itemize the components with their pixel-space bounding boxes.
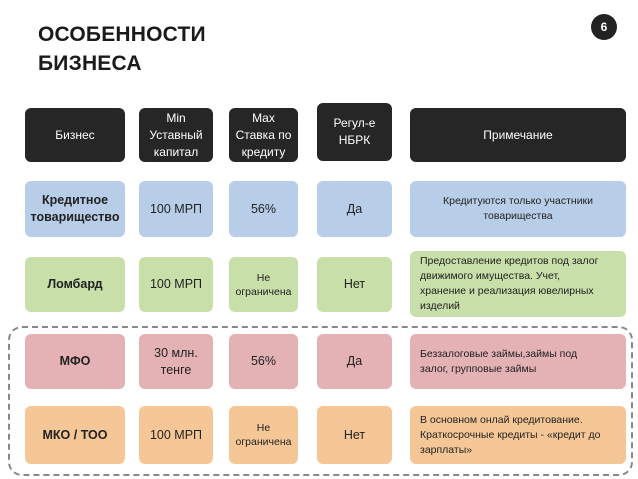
header-capital-line: Min [166,110,186,125]
row-capital [139,334,213,389]
title-line-1: ОСОБЕННОСТИ [38,23,206,46]
row-rate-line: ограничена [235,436,292,448]
row-capital [139,257,213,312]
row-capital-line: 100 МРП [149,427,203,442]
row-capital-line: 30 млн. [154,345,198,360]
row-business-line: товарищество [30,210,120,224]
row-note [410,181,626,237]
header-business [25,108,125,162]
row-regulated-value: Нет [343,277,366,291]
row-note-line: В основном онлай кредитование. [420,413,583,426]
header-rate-line: Ставка по [235,127,292,142]
row-capital [139,406,213,464]
row-business [25,181,125,237]
row-regulated [317,181,392,237]
row-business-line: Кредитное [41,193,109,207]
row-note-line: движимого имущества. Учет, [420,270,561,282]
row-note [410,406,626,464]
row-note-line: товарищества [483,210,553,222]
row-note-line: Кредитуются только участники [442,195,594,207]
row-rate-line: ограничена [235,285,292,298]
header-capital-line: Уставный [149,127,203,142]
row-note [410,334,626,389]
row-capital [139,181,213,237]
row-regulated-value: Да [346,354,363,368]
page-number-badge: 6 [591,14,617,40]
row-business-line: МФО [59,354,91,368]
header-regulation [317,103,392,161]
row-business-line: МКО / ТОО [42,427,108,442]
row-regulated [317,334,392,389]
row-capital-line: тенге [160,362,192,377]
header-note-label: Примечание [483,127,553,142]
row-rate [229,334,298,389]
row-business [25,257,125,312]
page-title [38,20,206,78]
header-capital-line: капитал [153,144,199,159]
row-regulated [317,406,392,464]
row-rate-line: 56% [250,201,277,216]
header-rate [229,108,298,162]
header-note [410,108,626,162]
title-line-2: БИЗНЕСА [38,52,142,75]
row-regulated-value: Нет [343,427,366,442]
row-rate-line: Не [256,271,271,284]
row-note-line: зарплаты» [420,443,473,456]
header-rate-line: Max [252,110,275,125]
header-rate-line: кредиту [241,144,286,159]
row-rate [229,257,298,312]
row-rate-line: Не [256,422,271,434]
header-regulation-line: НБРК [338,133,371,147]
row-business [25,334,125,389]
header-regulation-line: Регул-е [333,116,376,130]
row-rate-line: 56% [250,354,277,368]
row-note-line: Краткосрочные кредиты - «кредит до [420,428,601,441]
row-note [410,251,626,317]
row-note-line: изделий [420,300,460,312]
header-capital [139,108,213,162]
header-business-label: Бизнес [55,127,95,142]
row-business [25,406,125,464]
row-note-line: хранение и реализация ювелирных [420,285,594,297]
row-note-line: Беззалоговые займы,займы под [420,347,578,360]
row-capital-line: 100 МРП [149,277,203,291]
row-capital-line: 100 МРП [149,201,203,216]
row-business-line: Ломбард [47,277,103,291]
row-regulated-value: Да [346,201,363,216]
row-regulated [317,257,392,312]
row-note-line: залог, групповые займы [420,362,537,375]
row-rate [229,181,298,237]
row-note-line: Предоставление кредитов под залог [420,255,599,267]
row-rate [229,406,298,464]
